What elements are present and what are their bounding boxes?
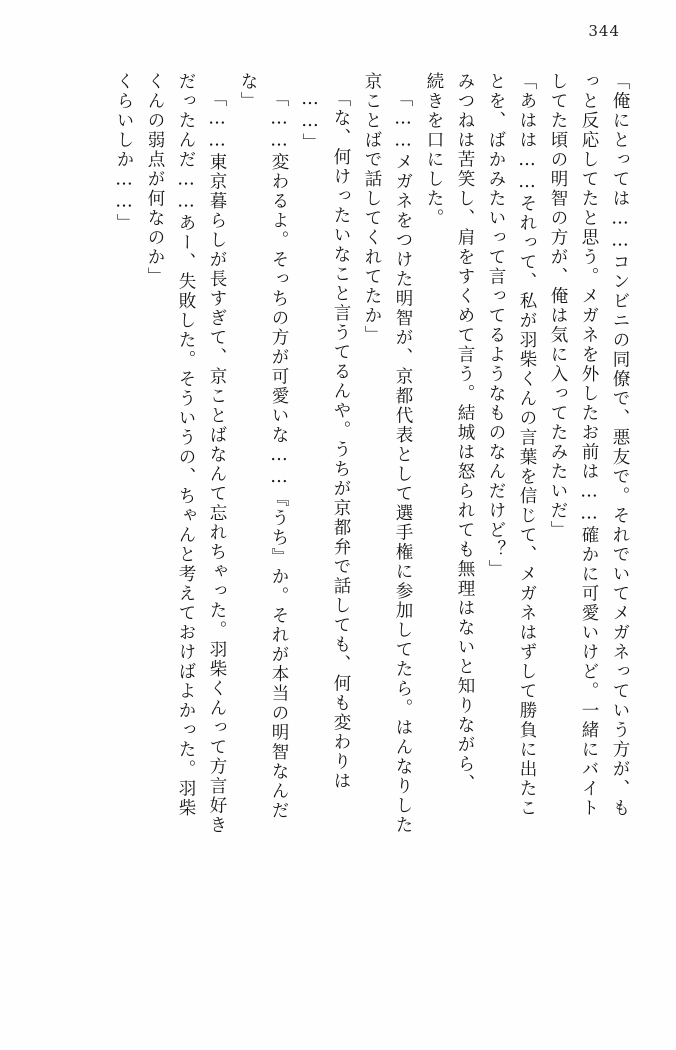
vertical-text-body [48,72,628,1010]
text-column: 続きを口にした。 [424,72,444,228]
text-column: 「俺にとっては……コンビニの同僚で、悪友で。それでいてメガネっていう方が、も [610,72,630,818]
text-column: 「……東京暮らしが長すぎて、京ことばなんて忘れちゃった。羽柴くんって方言好き [207,89,227,835]
text-column: 「あはは……それって、私が羽柴くんの言葉を信じて、メガネはずして勝負に出たこ [517,72,537,818]
text-column: 「な、何けったいなこと言うてるんや。うちが京都弁で話しても、何も変わりは [331,89,351,791]
text-column: くんの弱点が何なのか」 [145,72,165,287]
page-number: 344 [588,22,620,40]
text-column: くらいしか……」 [114,72,134,233]
text-column: な」 [238,72,258,111]
text-column: とを、ばかみたいって言ってるようなものなんだけど？」 [486,72,506,579]
text-column: ……」 [300,89,320,153]
text-column: 「……メガネをつけた明智が、京都代表として選手権に参加してたら。はんなりした [393,89,413,835]
text-column: してた頃の明智の方が、俺は気に入ってたみたいだ」 [548,72,568,540]
text-column: みつねは苦笑し、肩をすくめて言う。結城は怒られても無理はないと知りながら、 [455,72,475,794]
text-column: だったんだ……あー、失敗した。そういうの、ちゃんと考えておけばよかった。羽柴 [176,72,196,818]
text-column: 京ことばで話してくれてたか」 [362,72,382,345]
text-column: っと反応してたと思う。メガネを外したお前は……確かに可愛いけど。一緒にバイト [579,72,599,818]
text-column: 「……変わるよ。そっちの方が可愛いな……『うち』か。それが本当の明智なんだ [269,89,289,821]
